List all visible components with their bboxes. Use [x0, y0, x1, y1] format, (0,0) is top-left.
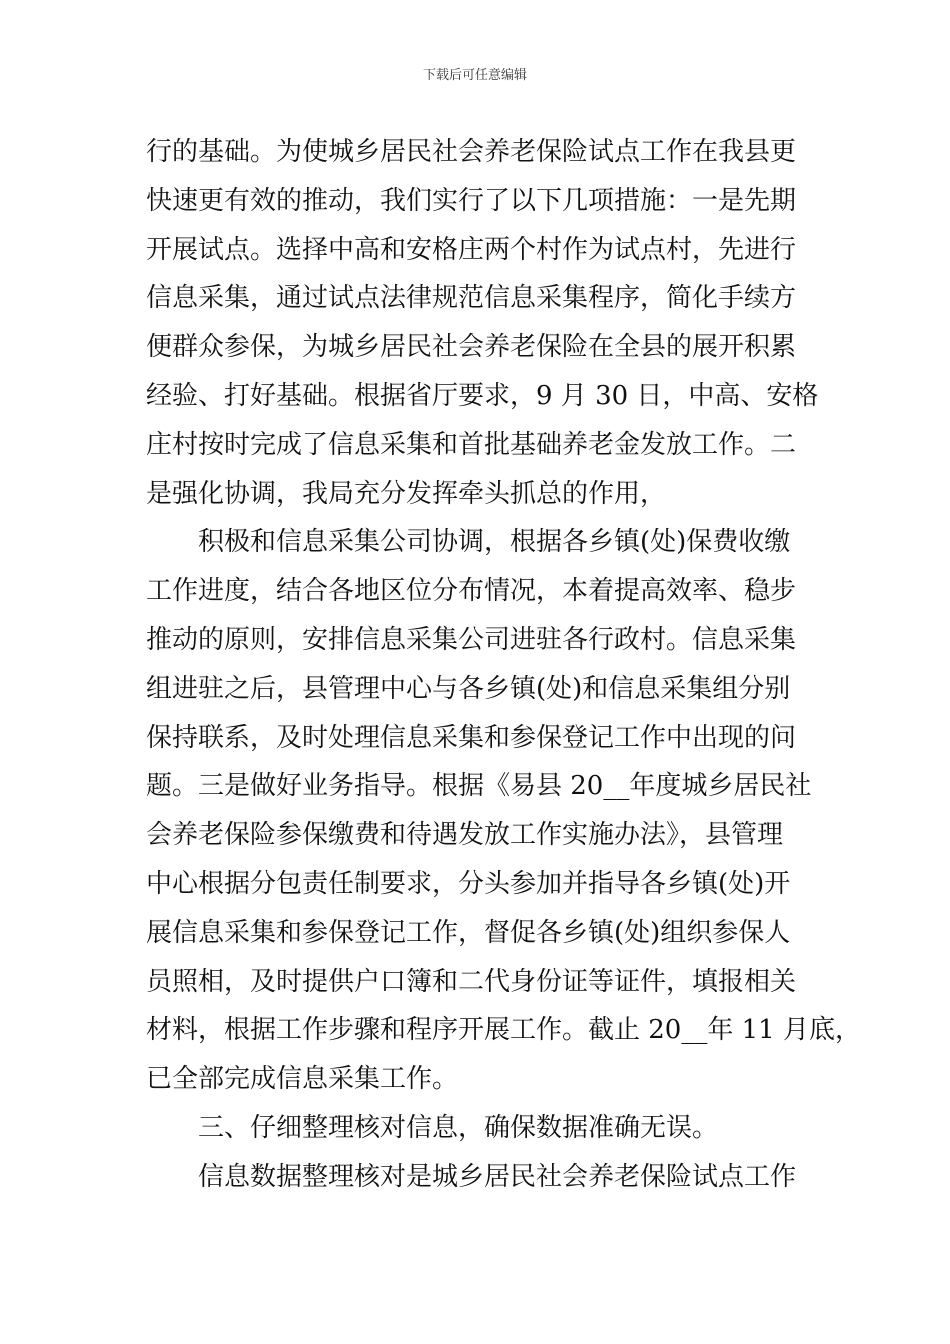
text-line: 积极和信息采集公司协调，根据各乡镇(处)保费收缴: [198, 527, 791, 558]
text-line: 工作进度，结合各地区位分布情况，本着提高效率、稳步: [146, 576, 797, 607]
text-line: 员照相，及时提供户口簿和二代身份证等证件，填报相关: [146, 966, 797, 997]
text-line: 是强化协调，我局充分发挥牵头抓总的作用，: [146, 478, 667, 509]
text-line: 庄村按时完成了信息采集和首批基础养老金发放工作。二: [146, 429, 797, 460]
text-line: 便群众参保，为城乡居民社会养老保险在全县的展开积累: [146, 332, 797, 363]
text-line: 材料，根据工作步骤和程序开展工作。截止 20__年 11 月底，: [146, 1015, 861, 1046]
document-body: [146, 128, 861, 1202]
text-line: 行的基础。为使城乡居民社会养老保险试点工作在我县更: [146, 137, 797, 167]
text-line: 组进驻之后，县管理中心与各乡镇(处)和信息采集组分别: [146, 673, 791, 704]
text-line: 快速更有效的推动，我们实行了以下几项措施：一是先期: [146, 185, 797, 216]
page-header: 下载后可任意编辑: [422, 68, 527, 83]
text-line: 会养老保险参保缴费和待遇发放工作实施办法》，县管理: [146, 820, 784, 851]
text-line: 开展试点。选择中高和安格庄两个村作为试点村，先进行: [146, 234, 797, 265]
text-line: 经验、打好基础。根据省厅要求，9 月 30 日，中高、安格: [146, 380, 819, 411]
text-line: 三、仔细整理核对信息，确保数据准确无误。: [198, 1112, 719, 1143]
text-line: 题。三是做好业务指导。根据《易县 20__年度城乡居民社: [146, 771, 812, 802]
text-line: 已全部完成信息采集工作。: [146, 1064, 459, 1095]
text-line: 信息采集，通过试点法律规范信息采集程序，简化手续方: [146, 283, 797, 314]
text-line: 推动的原则，安排信息采集公司进驻各行政村。信息采集: [146, 624, 797, 655]
text-line: 展信息采集和参保登记工作，督促各乡镇(处)组织参保人: [146, 917, 791, 948]
text-line: 信息数据整理核对是城乡居民社会养老保险试点工作: [198, 1161, 797, 1192]
text-line: 中心根据分包责任制要求，分头参加并指导各乡镇(处)开: [146, 868, 791, 899]
text-line: 保持联系，及时处理信息采集和参保登记工作中出现的问: [146, 722, 797, 753]
